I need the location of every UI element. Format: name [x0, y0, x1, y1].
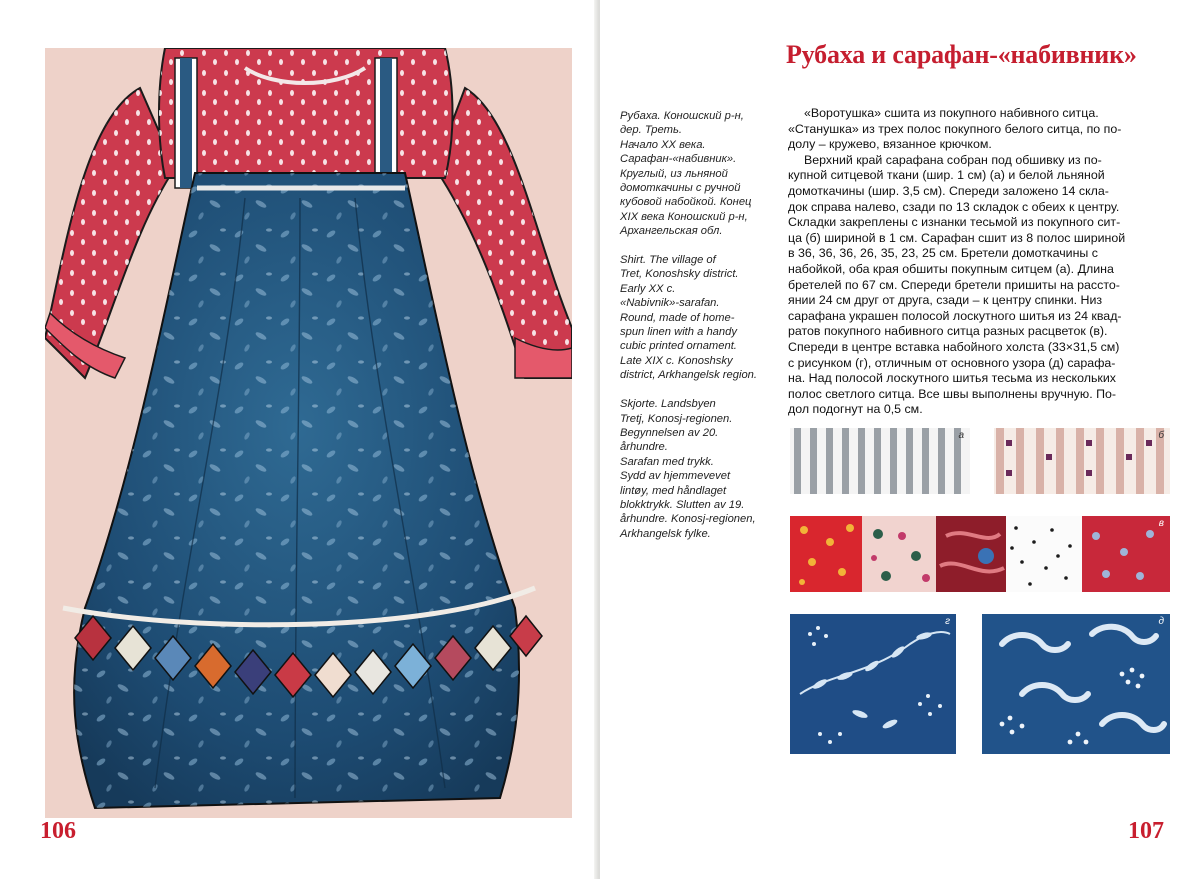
caption-block — [620, 109, 772, 556]
shirt-right-sleeve — [435, 88, 572, 378]
body-paragraph-2: Верхний край сарафана собран под обшивку из по- купной ситцевой ткани (шир. 1 см) (а) и белой льняной домоткачины (шир. 3,5 см). Спереди заложено 14 скла- док справа налево, сзади по 13 складок с обеих к центру. Складки закреплены с изнанки тесьмой из покупного сит- ца (б) шириной в 1 см. Сарафан сшит из 8 полос шириной в 36, 36, 36, 26, 35, 23, 25 см. Бретели домоткачины с набойкой, оба края обшиты покупным ситцем (а). Длина бретелей по 67 см. Спереди бретели пришиты на рассто- янии 24 см друг от друга, сзади – к центру спинки. Низ сарафана украшен полосой лоскутного шитья из 24 квад- ратов покупного набивного ситца разных расцветок (в). Спереди в центре вставка набойного холста (33×31,5 см) с рисунком (г), отличным от основного узора (д) сарафа- на. Над полосой лоскутного шитья тесьма из нескольких полос светлого ситца. Все швы выполнены вручную. По- дол подогнут на 0,5 см. — [788, 152, 1126, 417]
caption-norwegian: Skjorte. Landsbyen Tretj, Konosj-regionen. Begynnelsen av 20. århundre. Sarafan med trykk. Sydd av hjemmevevet lintøy, med håndlaget blokktrykk. Slutten av 19. århundre. Konosj-regionen, Arkhangelsk fylke. — [620, 398, 756, 540]
swatch-label-d: д — [1158, 616, 1164, 627]
body-paragraph-1: «Воротушка» сшита из покупного набивного ситца. «Станушка» из трех полос покупного белого ситца, по по- долу – кружево, вязанное крючком. — [788, 106, 1122, 152]
caption-english: Shirt. The village of Tret, Konoshsky district. Early XX c. «Nabivnik»-sarafan. Round, made of home- spun linen with a handy cubic printed ornament. Late XIX c. Konoshsky district, Arkhangelsk region. — [620, 254, 758, 382]
swatch-d-blue-paisley-print — [982, 614, 1170, 754]
left-page — [0, 0, 598, 879]
swatch-label-v: в — [1158, 518, 1164, 529]
swatch-label-a: а — [958, 430, 964, 441]
swatch-label-g: г — [945, 616, 950, 627]
swatch-label-b: б — [1158, 430, 1164, 441]
page-title: Рубаха и сарафан-«набивник» — [786, 40, 1137, 69]
folk-costume-illustration — [45, 48, 572, 818]
page-number-left: 106 — [40, 818, 76, 844]
swatch-b-pink-stripes — [994, 428, 1170, 494]
costume-drawing — [45, 48, 572, 818]
swatch-v-patchwork-prints — [790, 516, 1170, 592]
right-page — [600, 0, 1200, 879]
body-text — [788, 106, 1170, 418]
swatch-a-grey-stripes — [790, 428, 970, 494]
shirt-left-sleeve — [45, 88, 175, 378]
caption-russian: Рубаха. Коношский р-н, дер. Треть. Начало XX века. Сарафан-«набивник». Круглый, из льняной домоткачины с ручной кубовой набойкой. Конец XIX века Коношский р-н, Архангельская обл. — [620, 110, 752, 238]
page-number-right: 107 — [1128, 818, 1164, 844]
swatch-g-blue-leaf-print — [790, 614, 956, 754]
